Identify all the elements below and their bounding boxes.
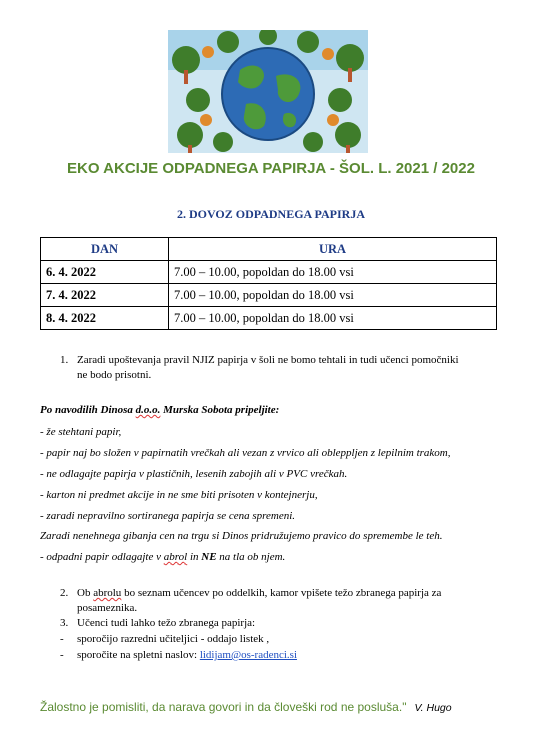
note-text-line: Učenci tudi lahko težo zbranega papirja: xyxy=(77,617,256,629)
table-row xyxy=(41,284,497,307)
column-header-time: URA xyxy=(169,238,497,261)
table-cell-day: 8. 4. 2022 xyxy=(41,307,169,330)
page-title: EKO AKCIJE ODPADNEGA PAPIRJA - ŠOL. L. 2021 / 2022 xyxy=(67,160,475,177)
table-cell-time: 7.00 – 10.00, popoldan do 18.00 vsi xyxy=(169,284,497,307)
instruction-item: - ne odlagajte papirja v plastičnih, lesenih zabojih ali v PVC vrečkah. xyxy=(40,468,348,480)
price-note: Zaradi nenehnega gibanja cen na trgu si Dinos pridružujemo pravico do spremembe le teh. xyxy=(40,530,443,542)
earth-trees-illustration xyxy=(168,30,368,153)
column-header-day: DAN xyxy=(41,238,169,261)
note-text-line: posameznika. xyxy=(77,602,138,614)
instructions-heading xyxy=(40,404,279,417)
list-number: 2. xyxy=(60,587,69,599)
heading-text: Murska Sobota pripeljite: xyxy=(160,404,280,416)
item-text: na tla ob njem. xyxy=(216,551,286,563)
section-subtitle: 2. DOVOZ ODPADNEGA PAPIRJA xyxy=(177,207,365,221)
note-text-line: ne bodo prisotni. xyxy=(77,369,152,381)
note-text-line: Zaradi upoštevanja pravil NJIZ papirja v šoli ne bomo tehtali in tudi učenci pomočniki xyxy=(77,354,459,366)
heading-company-abbrev: d.o.o. xyxy=(135,404,161,416)
table-cell-day: 7. 4. 2022 xyxy=(41,284,169,307)
quote-author: V. Hugo xyxy=(414,702,452,714)
instruction-item: - karton ni predmet akcije in ne sme biti prisoten v kontejnerju, xyxy=(40,489,318,501)
table-row xyxy=(41,307,497,330)
table-header-row xyxy=(41,238,497,261)
closing-quote xyxy=(40,700,452,714)
instruction-item: - zaradi nepravilno sortiranega papirja se cena spremeni. xyxy=(40,510,296,522)
item-text-emphasis: NE xyxy=(201,551,217,563)
note-text-abrolu: abrolu xyxy=(93,587,122,599)
table-cell-day: 6. 4. 2022 xyxy=(41,261,169,284)
schedule-table xyxy=(40,237,497,330)
email-link[interactable]: lidijam@os-radenci.si xyxy=(199,649,298,661)
instruction-item: - papir naj bo složen v papirnatih vrečkah ali vezan z vrvico ali obleppljen z lepilnim trakom, xyxy=(40,447,451,459)
instruction-item-last xyxy=(40,551,285,564)
sub-item-text: sporočite na spletni naslov: lidijam@os-radenci.si xyxy=(77,649,298,661)
item-text: - odpadni papir odlagajte v xyxy=(40,551,164,563)
table-cell-time: 7.00 – 10.00, popoldan do 18.00 vsi xyxy=(169,261,497,284)
sub-item-dash: - xyxy=(60,649,64,661)
item-text-abrol: abrol xyxy=(163,551,188,563)
instruction-item: - že stehtani papir, xyxy=(40,426,122,438)
list-number: 3. xyxy=(60,617,69,629)
list-number: 1. xyxy=(60,354,69,366)
note-text-line: Ob abrolu bo seznam učencev po oddelkih, kamor vpišete težo zbranega papirja za xyxy=(77,587,442,599)
heading-text: Po navodilih Dinosa xyxy=(40,404,136,416)
sub-item-text: sporočijo razredni učiteljici - oddajo listek , xyxy=(77,633,270,645)
table-cell-time: 7.00 – 10.00, popoldan do 18.00 vsi xyxy=(169,307,497,330)
table-row xyxy=(41,261,497,284)
item-text: in xyxy=(187,551,202,563)
quote-text: Žalostno je pomisliti, da narava govori in da človeški rod ne posluša." xyxy=(40,700,407,714)
sub-item-dash: - xyxy=(60,633,64,645)
